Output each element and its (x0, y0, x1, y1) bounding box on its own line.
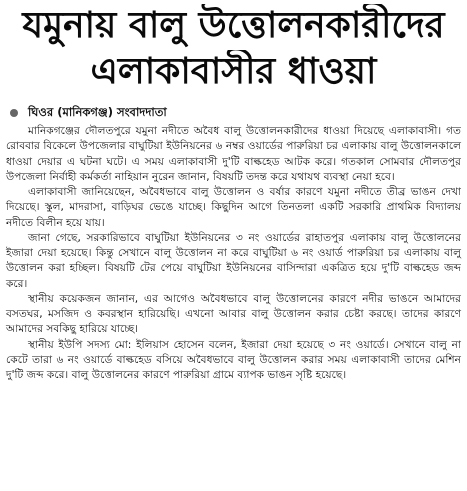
paragraph: স্থানীয় ইউপি সদস্য মো: ইলিয়াস হোসেন বলেন, ইজারা দেয়া হয়েছে ৩ নং ওয়ার্ডে। সেখানে বালু না কেটে তারা ৬ নং ওয়ার্ডে বাল্কহেড বসিয়ে অবৈধভাবে বালু উত্তোলন করার সময় এলাকাবাসী তাদের মেশিন দু'টি জব্দ করে। বালু উত্তোলনের কারণে পারুরিয়া গ্রামে ব্যাপক ভাঙন সৃষ্টি হয়েছে। (6, 338, 461, 381)
headline-line-2: এলাকাবাসীর ধাওয়া (90, 51, 377, 92)
paragraph: স্থানীয় কয়েকজন জানান, এর আগেও অবৈধভাবে বালু উত্তোলনের কারণে নদীর ভাঙনে আমাদের বসতঘর, মসজিদ ও কবরস্থান হারিয়েছি। এখনো আবার বালু উত্তোলন করার চেষ্টা করছে। তাদের কারণে আমাদের সবকিছু হারিয়ে যাচ্ছে। (6, 292, 461, 336)
bullet-icon (10, 109, 18, 117)
byline-text: ঘিওর (মানিকগঞ্জ) সংবাদদাতা (28, 105, 167, 119)
article-body (6, 124, 461, 383)
paragraph: এলাকাবাসী জানিয়েছেন, অবৈধভাবে বালু উত্তোলন ও বর্ষার কারণে যমুনা নদীতে তীব্র ভাঙন দেখা দিয়েছে। স্কুল, মাদরাসা, বাড়িঘর ভেঙে যাচ্ছে। কিছুদিন আগে তিনতলা একটি সরকারি প্রাথমিক বিদ্যালয় নদীতে বিলীন হয়ে যায়। (6, 186, 461, 229)
headline-line-1: যমুনায় বালু উত্তোলনকারীদের (22, 5, 445, 46)
byline (10, 104, 457, 120)
paragraph: জানা গেছে, সরকারিভাবে বাঘুটিয়া ইউনিয়নের ৩ নং ওয়ার্ডের রাহাতপুর এলাকায় বালু উত্তোলনের ইজারা দেয়া হয়েছে। কিন্তু সেখানে বালু উত্তোলন না করে বাঘুটিয়া ৬ নং ওয়ার্ড পারুরিয়া চর এলাকায় বালু উত্তোলন করা হচ্ছিল। বিষয়টি টের পেয়ে বাঘুটিয়া ইউনিয়নের বাসিন্দারা একত্রিত হয়ে দু'টি বাল্কহেড জব্দ করে। (6, 231, 461, 290)
paragraph: মানিকগঞ্জের দৌলতপুরে যমুনা নদীতে অবৈধ বালু উত্তোলনকারীদের ধাওয়া দিয়েছে এলাকাবাসী। গত রোববার বিকেলে উপজেলার বাঘুটিয়া ইউনিয়নের ৬ নম্বর ওয়ার্ডের পারুরিয়া চর এলাকায় বালু উত্তোলনকালে ধাওয়া দেয়ার এ ঘটনা ঘটে। এ সময় এলাকাবাসী দু'টি বাল্কহেড আটক করে। গতকাল সোমবার দৌলতপুর উপজেলা নির্বাহী কর্মকর্তা নাহিয়ান নুরেন জানান, বিষয়টি তদন্ত করে যথাযথ ব্যবস্থা নেয়া হবে। (6, 125, 461, 183)
